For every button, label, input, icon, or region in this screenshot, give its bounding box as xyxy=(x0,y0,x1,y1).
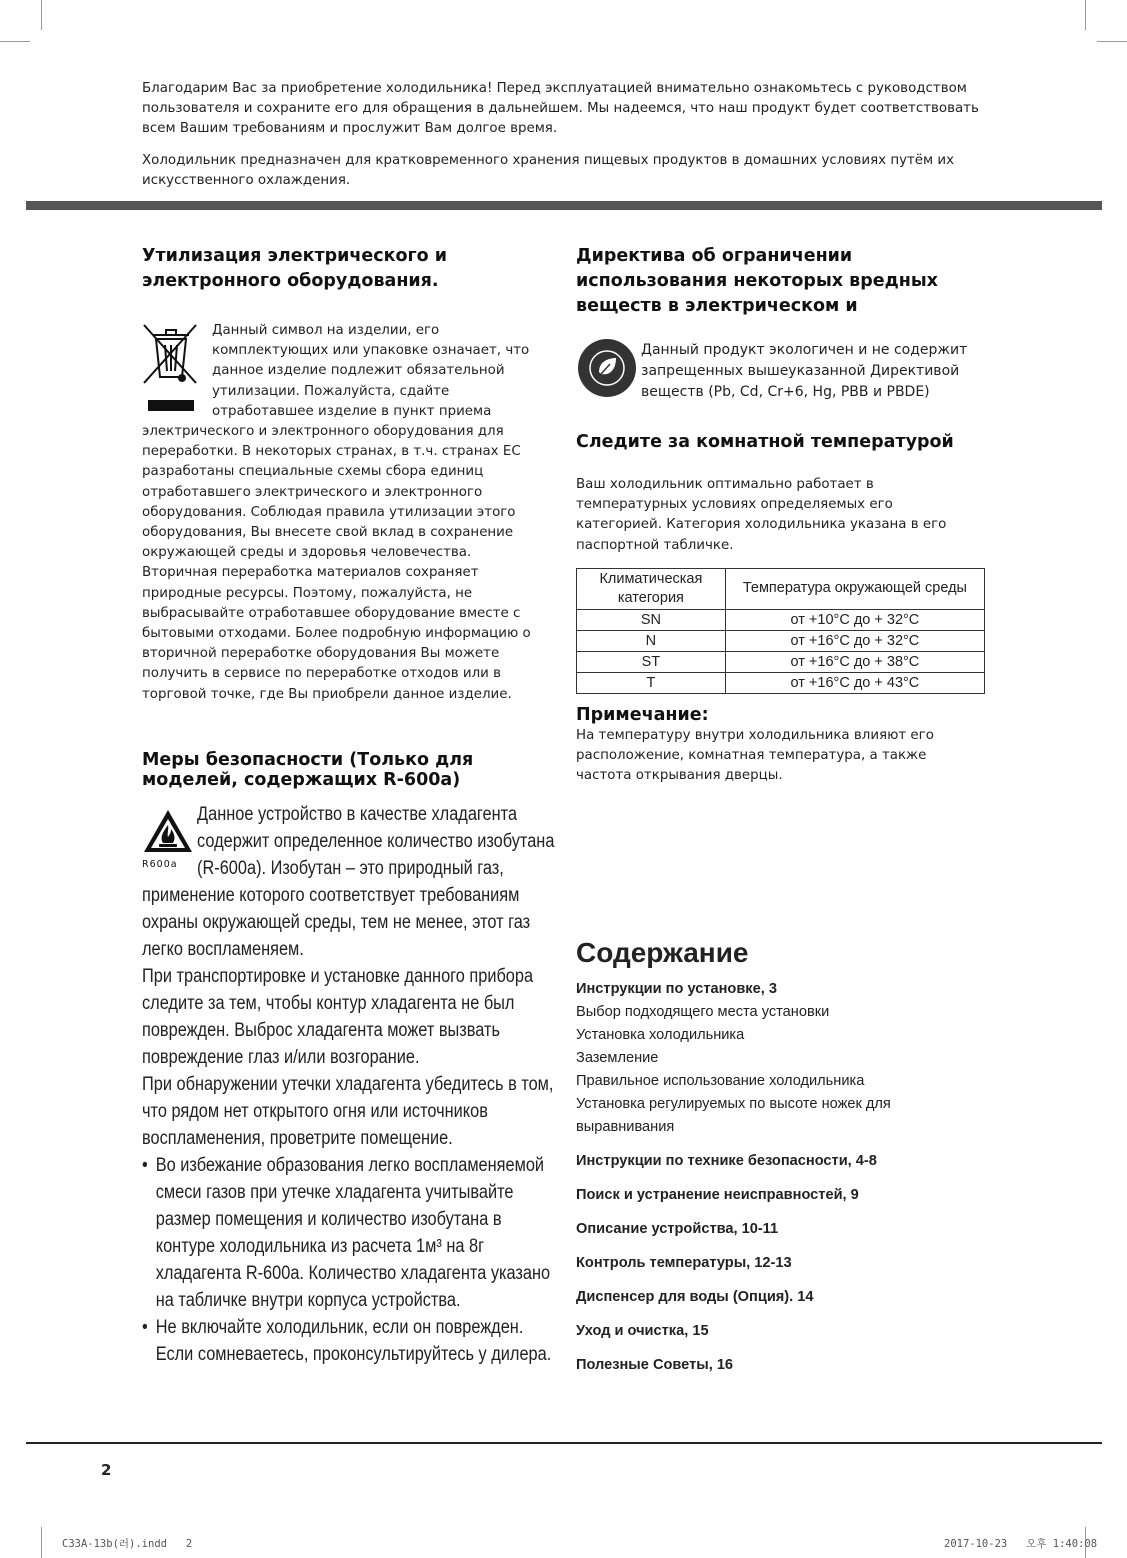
rohs-badge-icon xyxy=(577,338,637,398)
toc-item: Правильное использование холодильника xyxy=(576,1073,865,1089)
file-slug: C33A-13b(러).indd 2 xyxy=(62,1538,193,1550)
toc-heading: Уход и очистка, 15 xyxy=(576,1323,709,1339)
section-divider-bar xyxy=(26,201,1102,210)
climate-class-table xyxy=(576,568,985,694)
toc-item: выравнивания xyxy=(576,1119,675,1135)
toc-heading: Инструкции по установке, 3 xyxy=(576,981,777,997)
toc-heading: Диспенсер для воды (Опция). 14 xyxy=(576,1289,814,1305)
page-number: 2 xyxy=(101,1461,112,1479)
rohs-title: Директива об ограничении использования некоторых вредных веществ в электрическом и xyxy=(576,246,938,316)
temperature-text: Ваш холодильник оптимально работает в температурных условиях определяемых его категорией. Категория холодильника указана в его паспортной табличке. xyxy=(576,477,947,553)
table-header-cell: Температура окружающей среды xyxy=(725,568,984,609)
footer-divider xyxy=(26,1442,1102,1444)
table-header-cell: Климатическая категория xyxy=(577,568,726,609)
table-cell: T xyxy=(577,672,726,693)
table-row xyxy=(577,609,985,630)
table-row xyxy=(577,630,985,651)
safety-title: Меры безопасности (Только для моделей, содержащих R-600a) xyxy=(142,750,474,790)
temperature-title: Следите за комнатной температурой xyxy=(576,432,954,452)
safety-section xyxy=(142,750,612,1368)
table-row xyxy=(577,672,985,693)
crop-mark xyxy=(41,0,42,30)
table-cell: от +10°С до + 32°С xyxy=(725,609,984,630)
crop-mark xyxy=(0,41,30,42)
rohs-section xyxy=(576,244,996,319)
toc-heading: Инструкции по технике безопасности, 4-8 xyxy=(576,1153,877,1169)
table-cell: ST xyxy=(577,651,726,672)
safety-bullet: • Не включайте холодильник, если он поврежден. Если сомневаетесь, проконсультируйтесь у дилера. xyxy=(142,1314,560,1368)
contents-section xyxy=(576,936,996,1377)
contents-title: Содержание xyxy=(576,937,749,968)
table-header-row xyxy=(577,568,985,609)
note-text: На температуру внутри холодильника влияют его расположение, комнатная температура, а также частота открывания дверцы. xyxy=(576,727,934,784)
crossed-bin-icon xyxy=(142,321,200,414)
intro-paragraph: Благодарим Вас за приобретение холодильника! Перед эксплуатацией внимательно ознакомьтесь с руководством пользователя и сохраните его для обращения в дальнейшем. Мы надеемся, что наш продукт будет соответствовать всем Вашим требованиям и прослужит Вам долгое время. xyxy=(142,81,979,136)
safety-paragraph: При транспортировке и установке данного прибора следите за тем, чтобы контур хладагента не был поврежден. Выброс хладагента может вызвать повреждение глаз и/или возгорание. xyxy=(142,966,534,1068)
safety-bullet: • Во избежание образования легко воспламеняемой смеси газов при утечке хладагента учитывайте размер помещения и количество изобутана в контуре холодильника из расчета 1м³ на 8г хладагента R-600a. Количество хладагента указано на табличке внутри корпуса устройства. xyxy=(142,1152,560,1314)
weee-title: Утилизация электрического и электронного оборудования. xyxy=(142,246,448,291)
print-timestamp: 2017-10-23 오후 1:40:08 xyxy=(944,1538,1098,1550)
toc-heading: Полезные Советы, 16 xyxy=(576,1357,734,1373)
rohs-text: Данный продукт экологичен и не содержит запрещенных вышеуказанной Директивой веществ (Pb, Cd, Cr+6, Hg, PBB и PBDE) xyxy=(641,342,968,400)
crop-mark xyxy=(1085,0,1086,30)
temperature-section xyxy=(576,430,996,786)
safety-paragraph: Данное устройство в качестве хладагента содержит определенное количество изобутана (R-600a). Изобутан – это природный газ, применение которого соответствует требованиям охраны окружающей среды, тем не менее, этот газ легко воспламеняем. xyxy=(142,804,555,960)
toc-item: Выбор подходящего места установки xyxy=(576,1004,830,1020)
intro-paragraph: Холодильник предназначен для кратковременного хранения пищевых продуктов в домашних условиях путём их искусственного охлаждения. xyxy=(142,153,955,188)
crop-mark xyxy=(41,1527,42,1558)
toc-heading: Контроль температуры, 12-13 xyxy=(576,1255,792,1271)
intro xyxy=(142,79,992,203)
r600a-icon-label: R600a xyxy=(142,859,178,870)
toc-item: Установка холодильника xyxy=(576,1027,745,1043)
crop-mark xyxy=(1097,41,1127,42)
toc-heading: Поиск и устранение неисправностей, 9 xyxy=(576,1187,859,1203)
table-cell: от +16°С до + 32°С xyxy=(725,630,984,651)
toc-item: Заземление xyxy=(576,1050,659,1066)
table-row xyxy=(577,651,985,672)
table-cell: от +16°С до + 38°С xyxy=(725,651,984,672)
safety-bullet-list xyxy=(142,1152,560,1368)
toc-heading: Описание устройства, 10-11 xyxy=(576,1221,779,1237)
weee-text: Данный символ на изделии, его комплектующих или упаковке означает, что данное изделие подлежит обязательной утилизации. Пожалуйста, сдайте отработавшее изделие в пункт приема электрического и электронного оборудования для переработки. В некоторых странах, в т.ч. странах ЕС разработаны специальные схемы сбора единиц отработавшего электрического и электронного оборудования. Соблюдая правила утилизации этого оборудования, Вы внесете свой вклад в сохранение окружающей среды и здоровья человечества. Вторичная переработка материалов сохраняет природные ресурсы. Поэтому, пожалуйста, не выбрасывайте отработавшее оборудование вместе с бытовыми отходами. Более подробную информацию о вторичной переработке оборудования Вы можете получить в сервисе по переработке отходов или в торговой точке, где Вы приобрели данное изделие. xyxy=(142,323,531,702)
table-cell: от +16°С до + 43°С xyxy=(725,672,984,693)
toc-item: Установка регулируемых по высоте ножек для xyxy=(576,1096,891,1112)
weee-section xyxy=(142,244,542,705)
note-title: Примечание: xyxy=(576,704,709,725)
safety-paragraph: При обнаружении утечки хладагента убедитесь в том, что рядом нет открытого огня или источников воспламенения, проветрите помещение. xyxy=(142,1074,554,1149)
table-cell: SN xyxy=(577,609,726,630)
table-cell: N xyxy=(577,630,726,651)
